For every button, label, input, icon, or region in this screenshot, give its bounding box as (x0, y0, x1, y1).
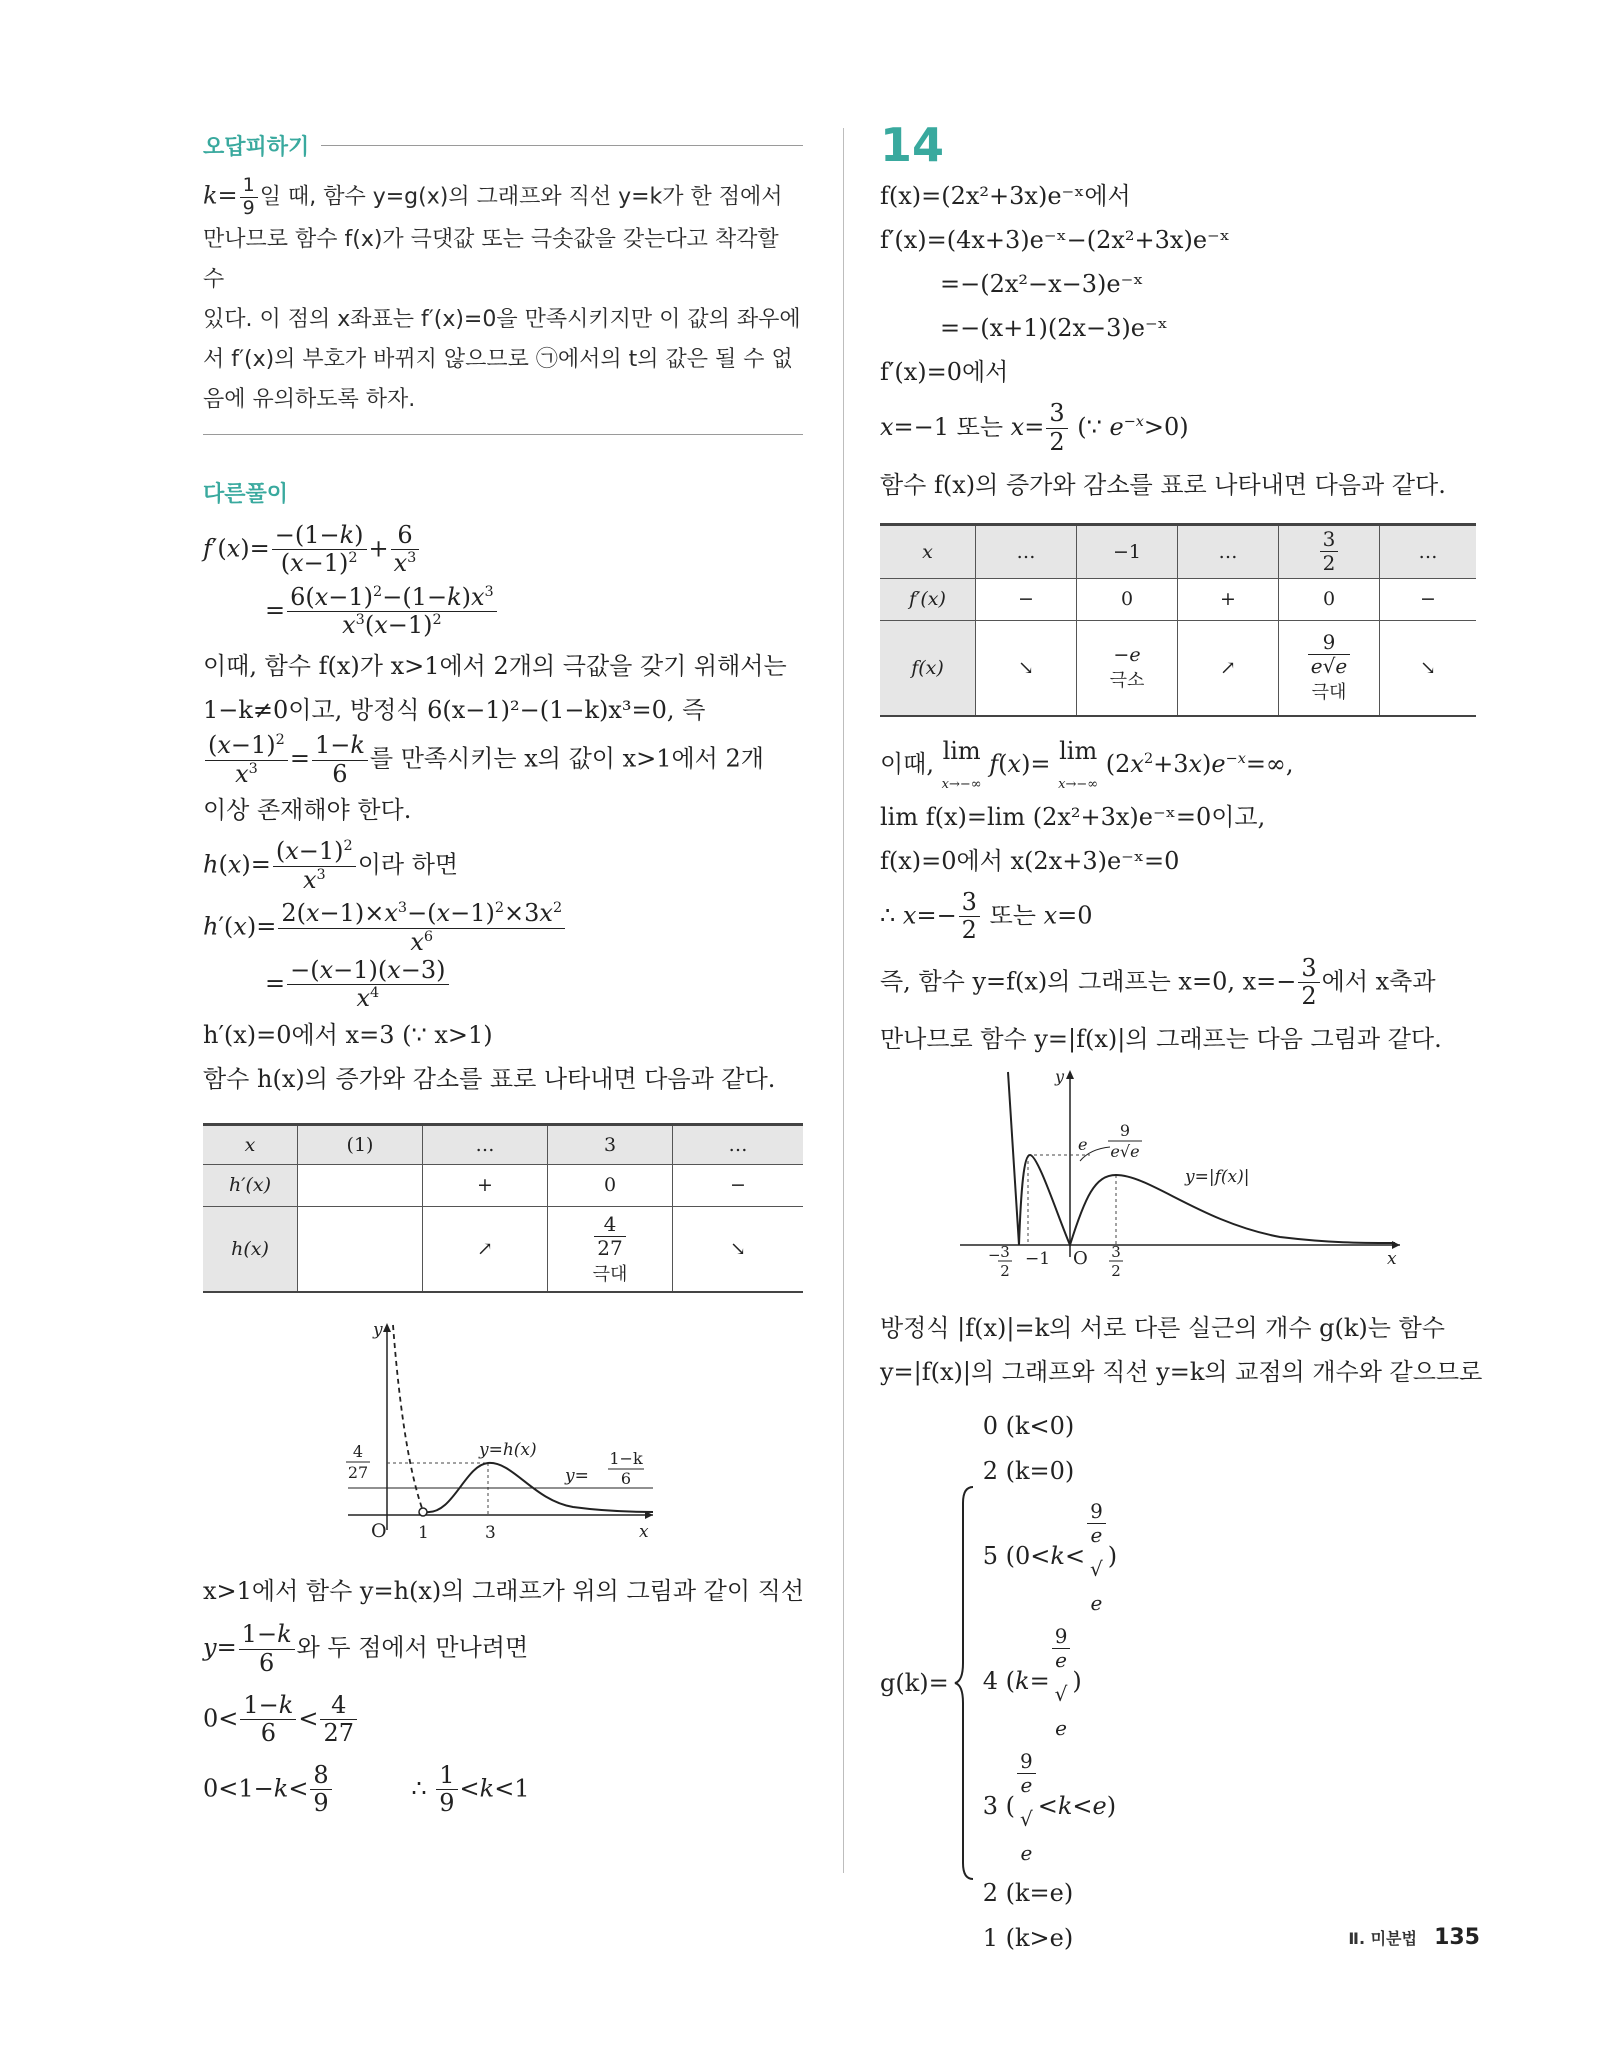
r-line-2: f′(x)=(4x+3)e⁻ˣ−(2x²+3x)e⁻ˣ (880, 226, 1230, 254)
h-table-cell (298, 1206, 423, 1292)
r-line-10: f(x)=0에서 x(2x+3)e⁻ˣ=0 (880, 846, 1180, 875)
f-table-cell: … (976, 524, 1077, 578)
note-body (203, 175, 803, 420)
r-line-9: lim f(x)=lim (2x²+3x)e⁻ˣ=0이고, (880, 802, 1266, 831)
h-graph-line-den: 6 (620, 1469, 632, 1489)
alt-text-2: 1−k≠0이고, 방정식 6(x−1)²−(1−k)x³=0, 즉 (203, 696, 706, 725)
note-line-3: 있다. 이 점의 x좌표는 f′(x)=0을 만족시키지만 이 값의 좌우에 (203, 306, 801, 332)
gk-case-4: 4 (k= 9 e √ e ) (982, 1624, 1082, 1741)
h-table-cell (298, 1164, 423, 1206)
h-graph-line-label: y= (565, 1466, 589, 1487)
chapter-label: Ⅱ. 미분법 (1348, 1929, 1417, 1948)
gk-case-7: 1 (k>e) (982, 1924, 1074, 1953)
h-max-label: 극대 (592, 1263, 628, 1285)
h-graph-origin: O (371, 1520, 387, 1543)
r-line-15: y=|f(x)|의 그래프와 직선 y=k의 교점의 개수와 같으므로 (880, 1358, 1483, 1387)
alt-text-4: 이상 존재해야 한다. (203, 796, 412, 825)
f-table-cell: … (1178, 524, 1279, 578)
alt-text-3-tail: 를 만족시키는 x의 값이 x>1에서 2개 (369, 744, 764, 773)
f-table-cell: − (976, 578, 1077, 620)
abs-f-curve-label: y=|f(x)| (1185, 1167, 1250, 1188)
r-line-5: f′(x)=0에서 (880, 358, 1009, 386)
h-table-cell: 0 (548, 1164, 673, 1206)
f-table-cell: ↘ (976, 620, 1077, 716)
abs-f-tick-neg1: −1 (1025, 1249, 1051, 1270)
page-footer (1348, 1925, 1480, 1950)
h-table-max-cell (548, 1206, 673, 1292)
h-graph-frac-den: 27 (347, 1463, 369, 1483)
f-max-den: e√e (1310, 654, 1348, 679)
h-table-cell: 3 (548, 1124, 673, 1164)
f-table-cell: f′(x) (880, 578, 976, 620)
h-table-cell: … (423, 1124, 548, 1164)
abs-f-origin: O (1073, 1248, 1088, 1270)
h-variation-table (203, 1123, 803, 1294)
left-column (203, 130, 803, 1818)
f-table-cell: 0 (1077, 578, 1178, 620)
note-line-1-text: 일 때, 함수 y=g(x)의 그래프와 직선 y=k가 한 점에서 (259, 184, 783, 210)
h-graph-open-point (419, 1508, 427, 1516)
h-max-num: 4 (594, 1213, 625, 1237)
h-graph-y-arrow (383, 1323, 391, 1332)
h-derivative: h′(x)= $\frac{2(x-1)\times x^3-(x-1)^2\times 3x^2}{x^6}$ (203, 900, 803, 956)
alt-text-9-tail: 와 두 점에서 만나려면 (296, 1633, 529, 1662)
h-definition: h(x)= $\frac{(x-1)^2}{x^3}$ 이라 하면 (203, 837, 459, 894)
h-table-cell: (1) (298, 1124, 423, 1164)
h-table-cell: ↗ (423, 1206, 548, 1292)
h-max-den: 27 (597, 1235, 623, 1260)
note-header-rule (321, 145, 803, 146)
inequality-1: 0< $\frac{1-k}{6}$ < $\frac{4}{27}$ (203, 1692, 803, 1748)
abs-f-y-label: y (1055, 1067, 1065, 1087)
f-min-label: 극소 (1109, 669, 1145, 691)
f-table-cell: + (1178, 578, 1279, 620)
r-line-13: 만나므로 함수 y=|f(x)|의 그래프는 다음 그림과 같다. (880, 1025, 1442, 1054)
abs-f-y-arrow (1066, 1070, 1074, 1079)
r-limit-neg: 이때, lim x→−∞ f(x)= lim x→−∞ $(2x^2+3x)e^{-x}=\infty$, (880, 737, 1294, 792)
f-table-cell: 0 (1279, 578, 1380, 620)
r-line-1: f(x)=(2x²+3x)e⁻ˣ에서 (880, 182, 1131, 210)
h-definition-tail: 이라 하면 (357, 850, 459, 879)
note-line-5: 음에 유의하도록 하자. (203, 386, 416, 412)
note-line-2: 만나므로 함수 f(x)가 극댓값 또는 극솟값을 갖는다고 착각할 수 (203, 226, 779, 292)
f-table-cell: −1 (1077, 524, 1178, 578)
problem-number: 14 (880, 118, 945, 172)
page-number: 135 (1434, 1925, 1480, 1950)
gk-brace-path (955, 1487, 973, 1879)
gk-cases (983, 1404, 1117, 1961)
gk-label: g(k)= (880, 1668, 949, 1697)
note-header (203, 130, 803, 161)
r-line-12-a: 즉, 함수 y=f(x)의 그래프는 x=0, x=− (880, 967, 1297, 996)
r-line-3: =−(2x²−x−3)e⁻ˣ (940, 270, 1144, 298)
r-line-14: 방정식 |f(x)|=k의 서로 다른 실근의 개수 g(k)는 함수 (880, 1314, 1445, 1343)
alt-text-6: h′(x)=0에서 x=3 (∵ x>1) (203, 1020, 493, 1049)
r-line-12-b: 에서 x축과 (1321, 967, 1436, 996)
gk-case-3-value: 5 (982, 1542, 999, 1571)
alt-solution-title: 다른풀이 (203, 481, 289, 507)
right-column (880, 118, 1483, 1961)
r-critical-points: x=−1 또는 x= $\frac{3}{2}$ (∵ $e^{-x}>0$) (880, 399, 1189, 456)
h-graph-curve-dashed (393, 1325, 423, 1511)
f-table-cell: ↗ (1178, 620, 1279, 716)
note-bottom-rule (203, 434, 803, 435)
r-line-7: 함수 f(x)의 증가와 감소를 표로 나타내면 다음과 같다. (880, 470, 1446, 499)
gk-brace (951, 1483, 979, 1883)
h-derivative-simplified: = $\frac{-(x-1)(x-3)}{x^4}$ (265, 957, 803, 1013)
h-table-cell: … (673, 1124, 804, 1164)
h-graph-frac-num: 4 (352, 1442, 364, 1462)
h-table-cell: + (423, 1164, 548, 1206)
h-table-cell: ↘ (673, 1206, 804, 1292)
h-graph-curve-label: y=h(x) (479, 1440, 537, 1461)
h-graph (203, 1315, 803, 1555)
f-table-three-halves-cell: $\frac{3}{2}$ (1279, 524, 1380, 578)
abs-f-max-num: 9 (1119, 1121, 1131, 1141)
gk-case-3: 5 (0<k< 9 e √ e ) (982, 1499, 1118, 1616)
r-line-12: 즉, 함수 y=f(x)의 그래프는 x=0, x=− $\frac{3}{2}$ 에서 x축과 (880, 953, 1436, 1011)
alt-text-1: 이때, 함수 f(x)가 x>1에서 2개의 극값을 갖기 위해서는 (203, 652, 787, 681)
gk-case-4-value: 4 (982, 1667, 999, 1696)
abs-f-tick-neg-three-halves-minus: − (988, 1246, 1001, 1265)
abs-f-tick-neg-three-halves-num: 3 (1000, 1243, 1010, 1262)
gk-piecewise (880, 1404, 1480, 1961)
abs-f-max-den: e√e (1110, 1142, 1140, 1162)
h-graph-y-label: y (373, 1320, 383, 1341)
f-table-cell: ↘ (1380, 620, 1477, 716)
abs-f-x-label: x (1387, 1249, 1397, 1270)
abs-f-graph (880, 1067, 1480, 1302)
note-line-1: k= $\frac{1}{9}$ 일 때, 함수 y=g(x)의 그래프와 직선 y=k가 한 점에서 (203, 174, 783, 219)
abs-f-e-label: e (1078, 1135, 1088, 1155)
alt-text-7: 함수 h(x)의 증가와 감소를 표로 나타내면 다음과 같다. (203, 1064, 776, 1093)
h-graph-tick-1: 1 (418, 1523, 429, 1544)
gk-case-5-value: 3 (982, 1792, 999, 1821)
note-title: 오답피하기 (203, 135, 310, 160)
gk-case-2: 2 (k=0) (982, 1457, 1075, 1486)
gk-case-1: 0 (k<0) (982, 1412, 1075, 1441)
f-table-cell: − (1380, 578, 1477, 620)
abs-f-curve (1008, 1072, 1395, 1245)
alt-text-3: $\frac{(x-1)^2}{x^3}$ = $\frac{1-k}{6}$ 를 만족시키는 x의 값이 x>1에서 2개 (203, 732, 803, 788)
r-line-4: =−(x+1)(2x−3)e⁻ˣ (940, 314, 1168, 342)
abs-f-tick-three-halves-num: 3 (1111, 1243, 1121, 1262)
f-max-num: 9 (1308, 631, 1350, 655)
r-roots: ∴ x=− $\frac{3}{2}$ 또는 x=0 (880, 887, 1093, 945)
f-table-cell: f(x) (880, 620, 976, 716)
f-min-value: −e (1113, 643, 1141, 666)
f-table-min-cell (1077, 620, 1178, 716)
gk-case-5: 3 ( 9 e √ e <k<e) (982, 1749, 1117, 1866)
h-graph-tick-3: 3 (485, 1523, 496, 1544)
gk-case-6: 2 (k=e) (982, 1879, 1074, 1908)
alt-text-9: y= $\frac{1-k}{6}$ 와 두 점에서 만나려면 (203, 1620, 529, 1677)
alt-derivative: f′(x)= $\frac{-(1-k)}{(x-1)^2}$ + $\frac{6}{x^3}$ = $\frac{6(x-1)^2-(1-k)x^3}{x^3(x-1)^2}$ (203, 522, 803, 640)
h-table-cell: x (203, 1124, 298, 1164)
f-max-label: 극대 (1311, 682, 1347, 704)
inequality-2: 0<1−k< $\frac{8}{9}$ ∴ $\frac{1}{9}$ <k<1 (203, 1760, 530, 1818)
h-table-cell: − (673, 1164, 804, 1206)
f-table-max-cell (1279, 620, 1380, 716)
f-table-cell: x (880, 524, 976, 578)
h-graph-line-num: 1−k (609, 1449, 643, 1469)
f-table-cell: … (1380, 524, 1477, 578)
abs-f-tick-three-halves-den: 2 (1111, 1262, 1121, 1281)
abs-f-tick-neg-three-halves-den: 2 (1000, 1262, 1010, 1281)
h-table-cell: h′(x) (203, 1164, 298, 1206)
note-line-4: 서 f′(x)의 부호가 바뀌지 않으므로 ㉠에서의 t의 값은 될 수 없 (203, 346, 793, 372)
h-graph-x-label: x (639, 1522, 649, 1543)
f-variation-table (880, 523, 1476, 718)
alt-text-8: x>1에서 함수 y=h(x)의 그래프가 위의 그림과 같이 직선 (203, 1577, 805, 1606)
h-table-cell: h(x) (203, 1206, 298, 1292)
column-divider (843, 128, 844, 1873)
